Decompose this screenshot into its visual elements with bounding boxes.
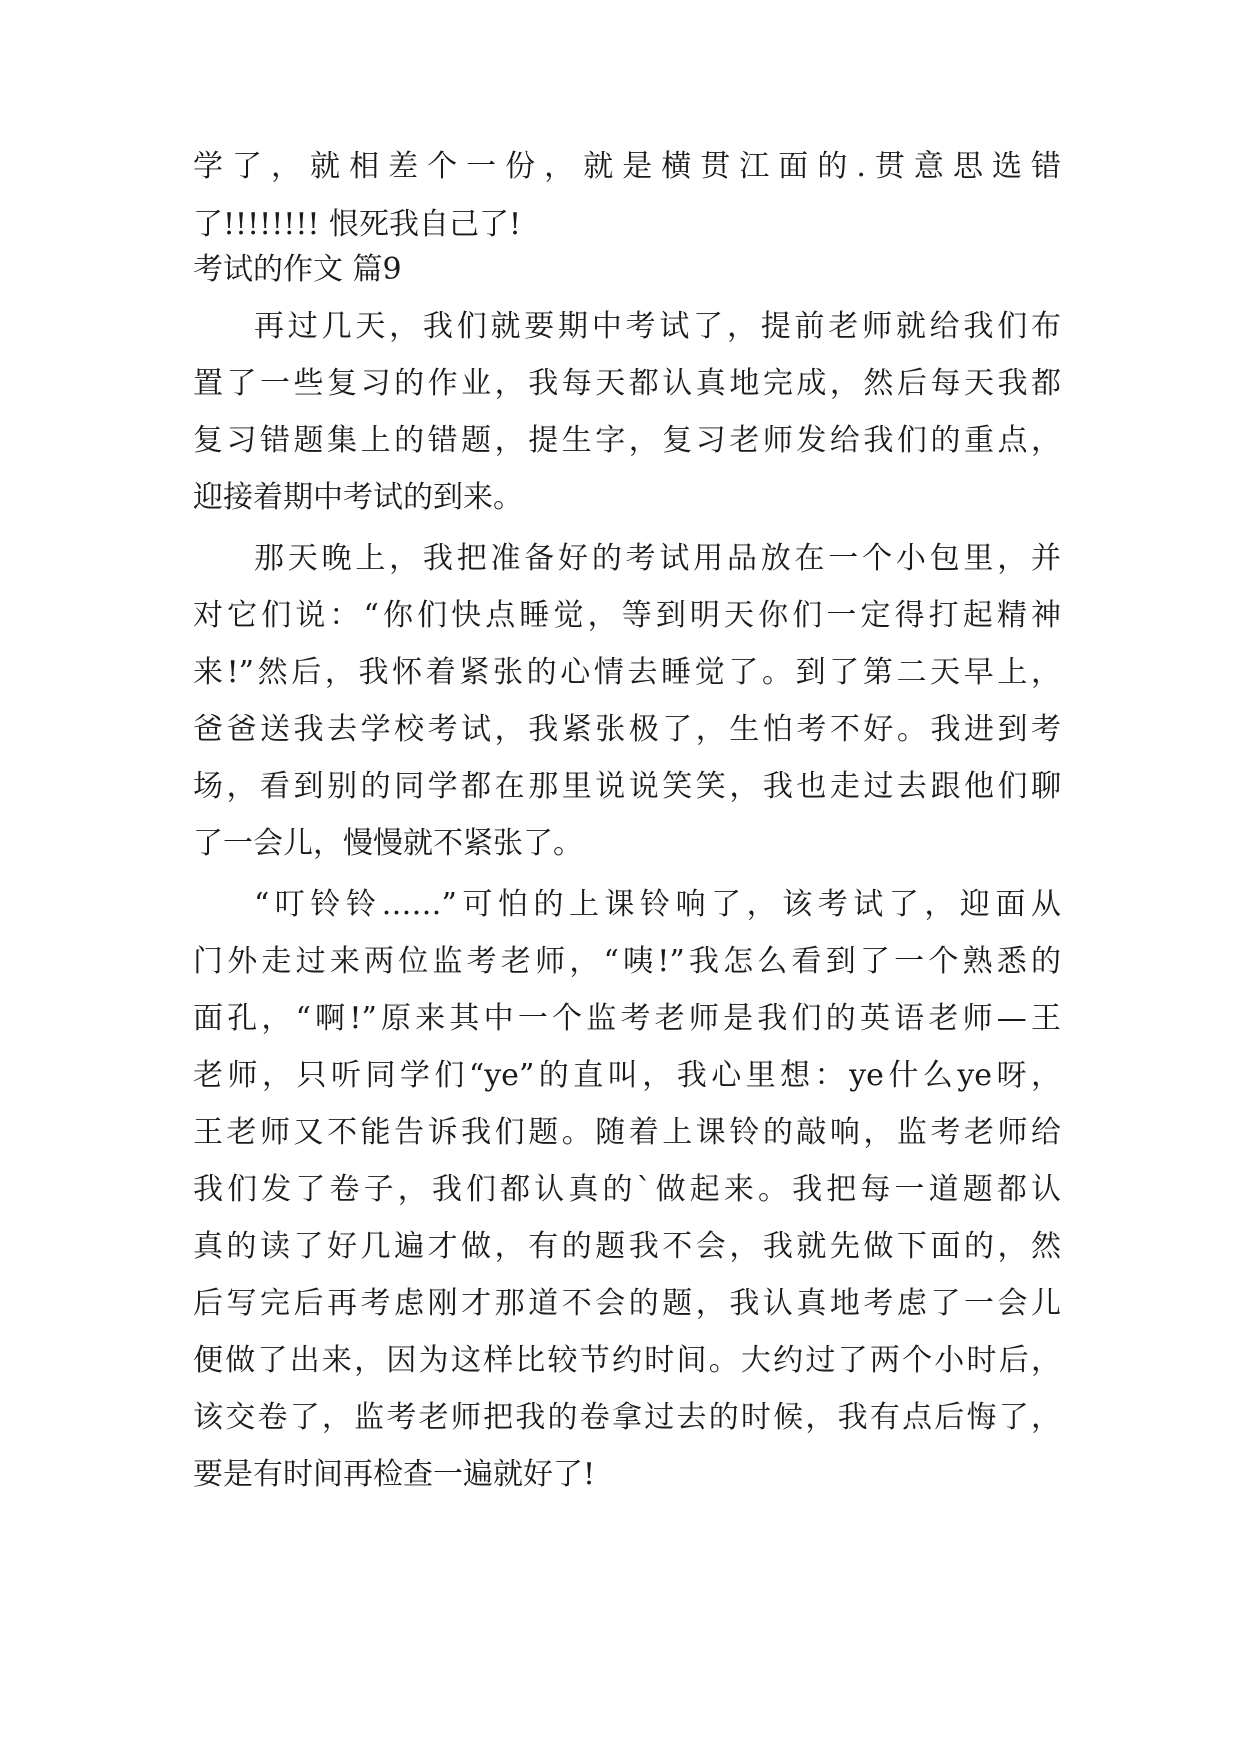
text-line: 后写完后再考虑刚才那道不会的题，我认真地考虑了一会儿 [193,1286,1061,1321]
text-line: 迎接着期中考试的到来。 [193,480,523,515]
text-line: 了!!!!!!!! 恨死我自己了! [193,207,522,242]
text-line: 要是有时间再检查一遍就好了! [193,1457,596,1492]
text-line: 置了一些复习的作业，我每天都认真地完成，然后每天我都 [193,366,1061,401]
paragraph-first-line: 那天晚上，我把准备好的考试用品放在一个小包里，并 [254,541,1061,576]
text-line: 对它们说：“你们快点睡觉，等到明天你们一定得打起精神 [193,598,1061,633]
text-line: 了一会儿，慢慢就不紧张了。 [193,826,583,861]
text-line: 爸爸送我去学校考试，我紧张极了，生怕考不好。我进到考 [193,712,1061,747]
text-line: 学了，就相差个一份，就是横贯江面的.贯意思选错 [193,149,1061,184]
paragraph-first-line: “叮铃铃……”可怕的上课铃响了，该考试了，迎面从 [254,887,1061,922]
text-line: 门外走过来两位监考老师，“咦!”我怎么看到了一个熟悉的 [193,944,1061,979]
text-line: 真的读了好几遍才做，有的题我不会，我就先做下面的，然 [193,1229,1061,1264]
text-line: 该交卷了，监考老师把我的卷拿过去的时候，我有点后悔了， [193,1400,1061,1435]
section-heading: 考试的作文 篇9 [193,252,402,287]
text-line: 王老师又不能告诉我们题。随着上课铃的敲响，监考老师给 [193,1115,1061,1150]
text-line: 老师，只听同学们“ye”的直叫，我心里想：ye什么ye呀， [193,1058,1061,1093]
text-line: 便做了出来，因为这样比较节约时间。大约过了两个小时后， [193,1343,1061,1378]
text-line: 复习错题集上的错题，提生字，复习老师发给我们的重点， [193,423,1061,458]
paragraph-first-line: 再过几天，我们就要期中考试了，提前老师就给我们布 [254,309,1061,344]
text-line: 来!”然后，我怀着紧张的心情去睡觉了。到了第二天早上， [193,655,1061,690]
text-line: 场，看到别的同学都在那里说说笑笑，我也走过去跟他们聊 [193,769,1061,804]
text-line: 我们发了卷子，我们都认真的`做起来。我把每一道题都认 [193,1172,1061,1207]
text-line: 面孔，“啊!”原来其中一个监考老师是我们的英语老师—王 [193,1001,1061,1036]
